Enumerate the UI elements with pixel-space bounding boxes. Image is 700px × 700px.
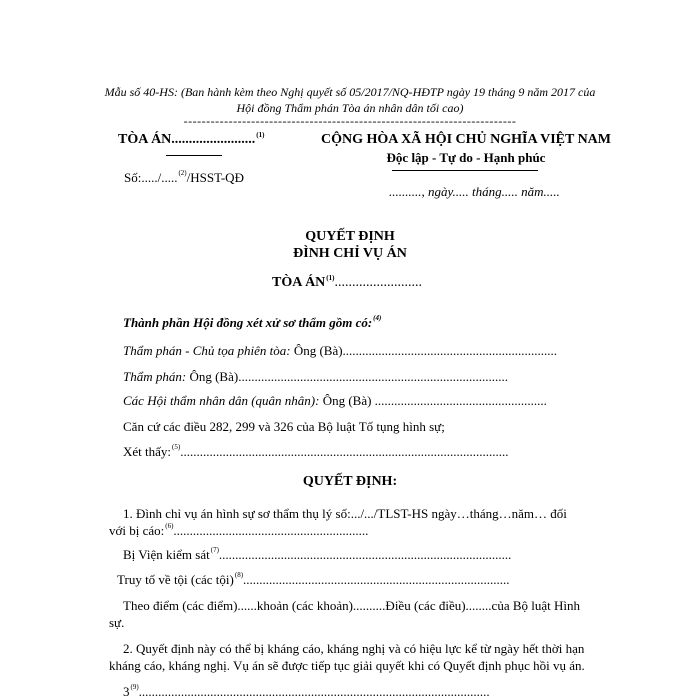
title-line2: ĐÌNH CHỈ VỤ ÁN (293, 246, 407, 261)
presiding-judge-line: Thẩm phán - Chủ tọa phiên tòa: Ông (Bà).................................................................. (123, 343, 558, 358)
date-line: .........., ngày..... tháng..... năm..... (389, 184, 560, 199)
item2-line1: 2. Quyết định này có thể bị kháng cáo, kháng nghị và có hiệu lực kể từ ngày hết thời hạn (123, 641, 585, 656)
court-underline (166, 155, 222, 156)
header-note-line1: Mẫu số 40-HS: (Ban hành kèm theo Nghị quyết số 05/2017/NQ-HĐTP ngày 19 tháng 9 năm 2017 của (104, 85, 596, 99)
header-note-line2: Hội đồng Thẩm phán Tòa án nhân dân tối cao) (236, 101, 464, 115)
charge-line: Truy tố về tội (các tội)$^{(8)}$.................................................................................. (117, 571, 510, 587)
decision-heading: QUYẾT ĐỊNH: (302, 474, 398, 489)
legal-basis: Căn cứ các điều 282, 299 và 326 của Bộ luật Tố tụng hình sự; (123, 419, 445, 434)
motto-underline (392, 170, 538, 171)
court-name: TÒA ÁN........................$^{(1)}$ (118, 131, 265, 147)
header-separator: -------------------------------------------------------------------------- (183, 114, 517, 128)
motto: Độc lập - Tự do - Hạnh phúc (386, 150, 546, 165)
article-line2: sự. (109, 615, 125, 630)
item2-line2: kháng cáo, kháng nghị. Vụ án sẽ được tiếp tục giải quyết khi có Quyết định phục hồi vụ án. (109, 658, 585, 673)
judge-line: Thẩm phán: Ông (Bà)................................................................................... (123, 369, 508, 384)
decision-number: Số:...../.....$^{(2)}$/HSST-QĐ (124, 169, 244, 185)
item3-line: 3$^{(9)}$............................................................................................................ (123, 683, 490, 699)
country-name: CỘNG HÒA XÃ HỘI CHỦ NGHĨA VIỆT NAM (320, 132, 611, 147)
panel-heading: Thành phần Hội đồng xét xử sơ thẩm gồm có:$^{(4)}$ (123, 314, 382, 330)
assessors-line: Các Hội thẩm nhân dân (quân nhân): Ông (Bà) ..................................................... (123, 393, 547, 408)
item1-line1: 1. Đình chỉ vụ án hình sự sơ thẩm thụ lý số:.../.../TLST-HS ngày…tháng…năm… đối (123, 506, 567, 521)
court-line: TÒA ÁN$^{(1)}$......................... (272, 274, 422, 290)
prosecution-line: Bị Viện kiểm sát$^{(7)}$.......................................................................................... (123, 546, 512, 562)
article-line1: Theo điểm (các điểm)......khoản (các khoản)..........Điều (các điều)........của Bộ luật Hình (123, 598, 580, 613)
title-line1: QUYẾT ĐỊNH (305, 229, 395, 244)
consider-line: Xét thấy:$^{(5)}$..................................................................................................... (123, 443, 509, 459)
item1-line2: với bị cáo:$^{(6)}$............................................................ (109, 522, 369, 538)
